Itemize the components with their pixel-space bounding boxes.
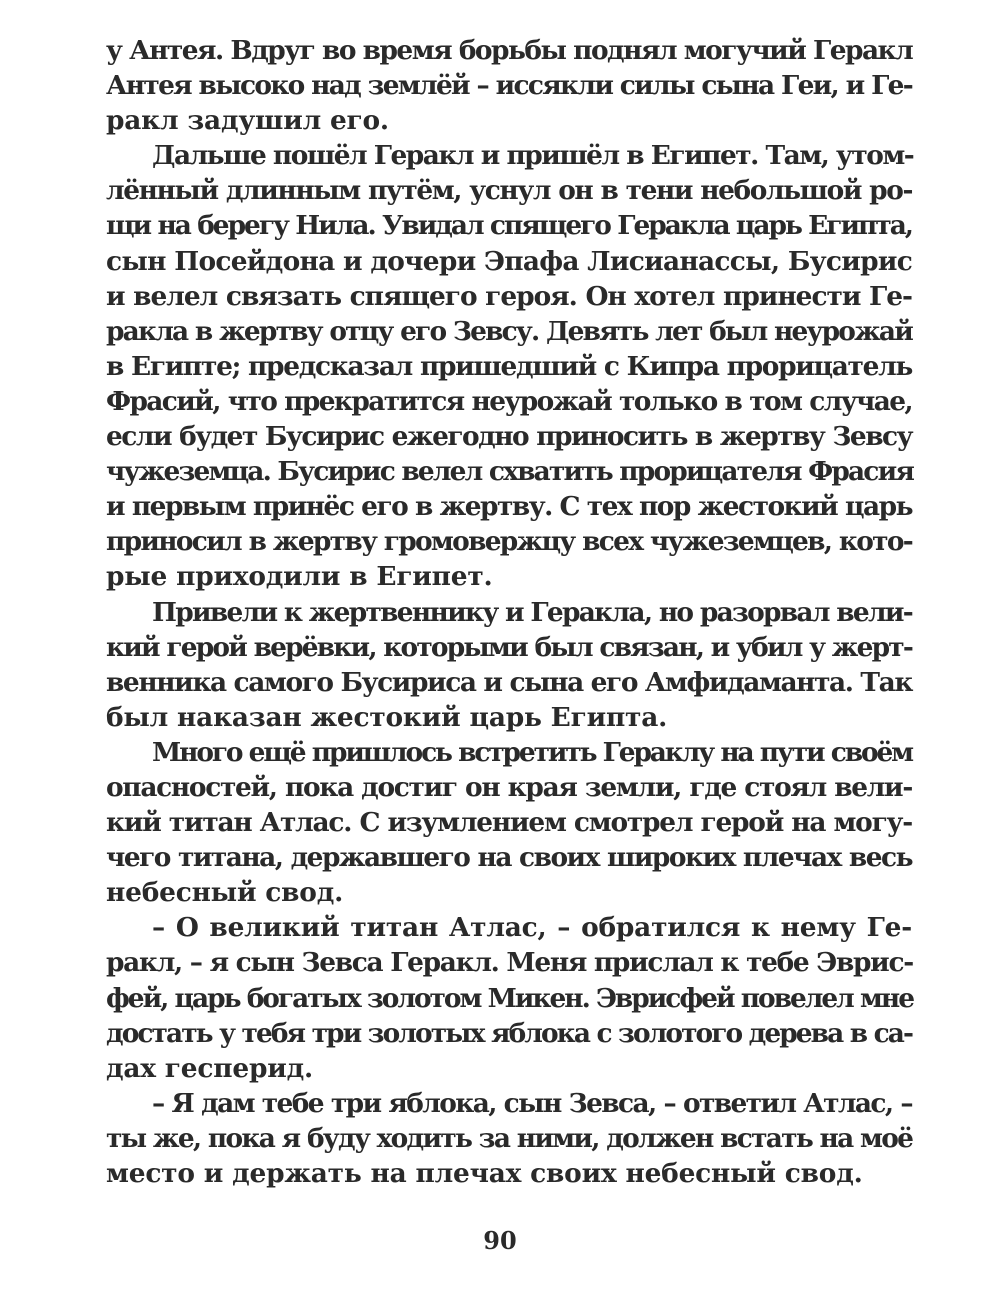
text-line: щи на берегу Нила. Увидал спящего Геракла царь Египта, [106, 210, 912, 242]
text-line: Привели к жертвеннику и Геракла, но разорвал вели- [152, 596, 912, 628]
text-line: ракла в жертву отцу его Зевсу. Девять лет был неурожай [106, 315, 912, 347]
text-line: в Египте; предсказал пришедший с Кипра прорицатель [106, 350, 912, 382]
text-line: приносил в жертву громовержцу всех чужеземцев, кото- [106, 526, 912, 558]
text-line: – О великий титан Атлас, – обратился к нему Ге- [152, 912, 912, 944]
text-line: Много ещё пришлось встретить Гераклу на пути своём [152, 736, 912, 768]
text-line: был наказан жестокий царь Египта. [106, 701, 668, 733]
page-number: 90 [483, 1226, 517, 1255]
text-line: дах гесперид. [106, 1052, 313, 1084]
text-line: – Я дам тебе три яблока, сын Зевса, – ответил Атлас, – [152, 1087, 912, 1119]
text-line: место и держать на плечах своих небесный свод. [106, 1158, 863, 1189]
text-line: кий титан Атлас. С изумлением смотрел герой на могу- [106, 807, 912, 839]
text-line: у Антея. Вдруг во время борьбы поднял могучий Геракл [106, 35, 913, 66]
text-line: Антея высоко над землёй – иссякли силы сына Геи, и Ге- [106, 70, 912, 102]
text-line: и первым принёс его в жертву. С тех пор жестокий царь [106, 491, 912, 523]
text-line: фей, царь богатых золотом Микен. Эврисфей повелел мне [106, 982, 913, 1014]
text-line: кий герой верёвки, которыми был связан, и убил у жерт- [106, 631, 912, 663]
text-line: и велел связать спящего героя. Он хотел принести Ге- [106, 280, 912, 312]
text-line: достать у тебя три золотых яблока с золотого дерева в са- [106, 1017, 912, 1049]
text-line: Фрасий, что прекратится неурожай только в том случае, [106, 385, 912, 417]
text-line: рые приходили в Египет. [106, 561, 493, 593]
text-line: небесный свод. [106, 877, 344, 909]
text-line: сын Посейдона и дочери Эпафа Лисианассы, Бусирис [106, 245, 913, 277]
text-line: если будет Бусирис ежегодно приносить в жертву Зевсу [106, 421, 912, 453]
text-line: венника самого Бусириса и сына его Амфидаманта. Так [106, 666, 912, 698]
text-line: чужеземца. Бусирис велел схватить прорицателя Фрасия [106, 456, 914, 488]
text-line: Дальше пошёл Геракл и пришёл в Египет. Там, утом- [152, 140, 914, 172]
page-body [106, 33, 912, 1191]
text-line: опасностей, пока достиг он края земли, где стоял вели- [106, 771, 912, 803]
text-line: ракл, – я сын Зевса Геракл. Меня прислал к тебе Эврис- [106, 947, 913, 979]
text-line: ты же, пока я буду ходить за ними, должен встать на моё [106, 1122, 913, 1154]
text-line: ракл задушил его. [106, 105, 389, 137]
text-line: лённый длинным путём, уснул он в тени небольшой ро- [106, 175, 912, 207]
text-line: чего титана, державшего на своих широких плечах весь [106, 842, 912, 874]
